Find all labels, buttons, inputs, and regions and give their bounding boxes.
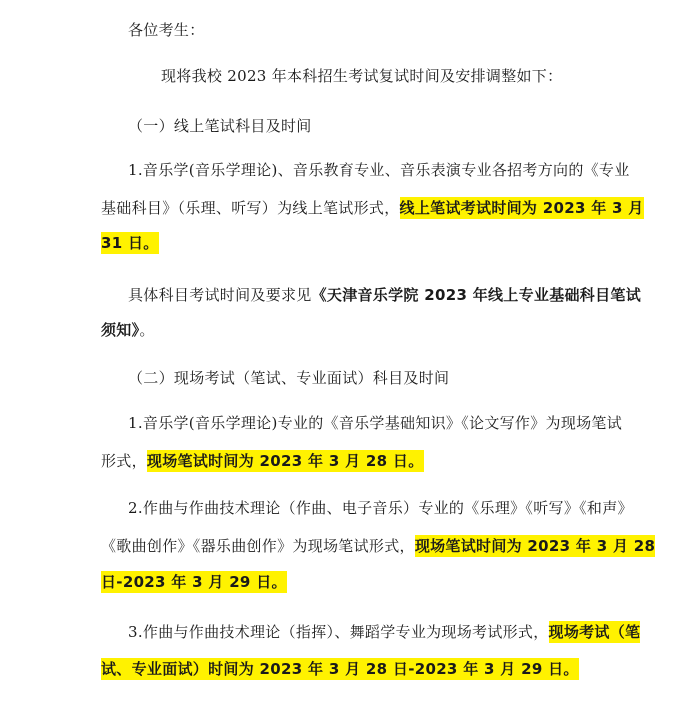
section1-item1-highlight-cont: 31 日。 — [101, 234, 159, 252]
section1-heading: （一）线上笔试科目及时间 — [128, 117, 312, 135]
section2-item1-line2 — [101, 447, 424, 475]
section2-item3-line2 — [101, 655, 579, 683]
greeting: 各位考生： — [128, 21, 205, 39]
section2-item2-line2-text: 《歌曲创作》《器乐曲创作》为现场笔试形式， — [101, 537, 415, 555]
section1-detail-text: 具体科目考试时间及要求见 — [128, 286, 312, 304]
section1-item1-line2-text: 基础科目》（乐理、听写）为线上笔试形式， — [101, 199, 400, 217]
section1-detail-period: 。 — [139, 321, 155, 339]
section1-detail-line1 — [128, 281, 641, 309]
section1-detail-doc-title-cont: 须知》 — [101, 321, 140, 339]
intro-paragraph: 现将我校 2023 年本科招生考试复试时间及安排调整如下： — [161, 67, 563, 85]
section2-item2-highlight-cont: 日-2023 年 3 月 29 日。 — [101, 573, 287, 591]
section2-heading: （二）现场考试（笔试、专业面试）科目及时间 — [128, 369, 450, 387]
section2-item3-line1-text: 3.作曲与作曲技术理论（指挥）、舞蹈学专业为现场考试形式， — [128, 623, 549, 641]
section1-item1-line3 — [101, 229, 159, 257]
section2-item2-highlight: 现场笔试时间为 2023 年 3 月 28 — [414, 537, 656, 555]
section2-item2-line2 — [101, 532, 655, 560]
section1-item1-line1: 1.音乐学(音乐学理论)、音乐教育专业、音乐表演专业各招考方向的《专业 — [128, 161, 630, 179]
section2-item1-line1: 1.音乐学(音乐学理论)专业的《音乐学基础知识》《论文写作》为现场笔试 — [128, 414, 623, 432]
section2-item3-highlight: 现场考试（笔 — [548, 623, 641, 641]
section2-item3-highlight-cont: 试、专业面试）时间为 2023 年 3 月 28 日-2023 年 3 月 29 日。 — [101, 660, 579, 678]
section1-detail-line2 — [101, 316, 155, 344]
section1-item1-line2 — [101, 194, 644, 222]
section2-item2-line1: 2.作曲与作曲技术理论（作曲、电子音乐）专业的《乐理》《听写》《和声》 — [128, 499, 633, 517]
section2-item2-line3 — [101, 568, 287, 596]
section2-item3-line1 — [128, 618, 640, 646]
section1-detail-doc-title: 《天津音乐学院 2023 年线上专业基础科目笔试 — [311, 286, 642, 304]
section2-item1-line2-text: 形式， — [101, 452, 147, 470]
section2-item1-highlight: 现场笔试时间为 2023 年 3 月 28 日。 — [146, 452, 424, 470]
section1-item1-highlight: 线上笔试考试时间为 2023 年 3 月 — [399, 199, 644, 217]
